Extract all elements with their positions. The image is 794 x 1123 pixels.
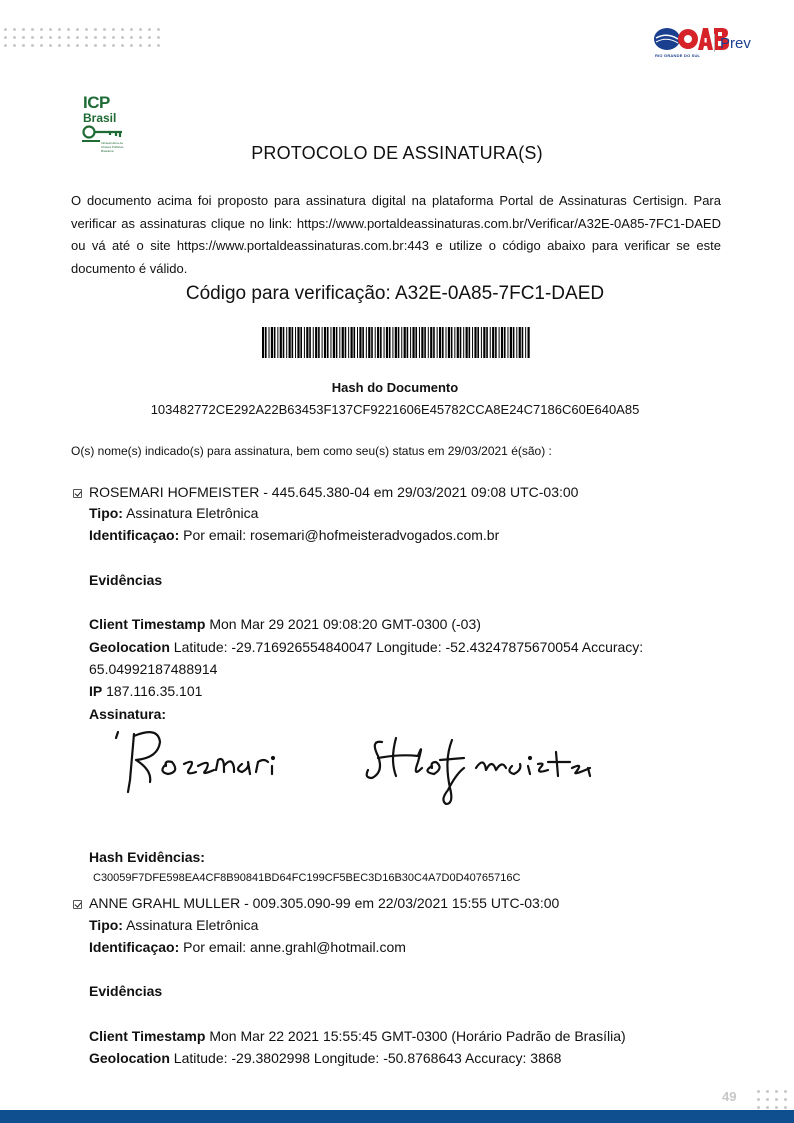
tipo-value: Assinatura Eletrônica [126, 505, 259, 521]
signer-1-geolocation-cont: 65.04992187488914 [89, 661, 218, 677]
signer-1-identificacao [89, 526, 499, 544]
intro-paragraph: O documento acima foi proposto para assinatura digital na plataforma Portal de Assinaturas Certisign. Para verificar as assinaturas clique no link: https://www.portaldeassinaturas.com.br/Verificar/A32E-0A85-7FC1-DAED ou vá até o site https://www.portaldeassinaturas.com.br:443 e utilize o código abaixo para verificar se este documento é válido. [71, 193, 721, 276]
signer-1-ip [89, 682, 202, 700]
ident-value: Por email: rosemari@hofmeisteradvogados.com.br [183, 527, 500, 543]
tipo-label: Tipo: [89, 917, 123, 933]
signer-2-header: ANNE GRAHL MULLER - 009.305.090-99 em 22/03/2021 15:55 UTC-03:00 [89, 895, 560, 911]
tipo-label: Tipo: [89, 505, 123, 521]
page-number: 49 [722, 1089, 737, 1104]
status-line: O(s) nome(s) indicado(s) para assinatura, bem como seu(s) status em 29/03/2021 é(são) : [71, 444, 552, 458]
brand-subtitle: RIO GRANDE DO SUL [655, 53, 701, 58]
decorative-dots-top [4, 28, 160, 47]
hash-value: 103482772CE292A22B63453F137CF9221606E45782CCA8E24C7186C60E640A85 [150, 402, 640, 417]
brand-divider [714, 34, 715, 52]
icp-seal-line2: Brasil [83, 111, 117, 125]
brand-name: Prev [720, 35, 751, 52]
geo-label: Geolocation [89, 1050, 170, 1066]
ip-value: 187.116.35.101 [106, 683, 203, 699]
signer-2-geolocation [89, 1049, 561, 1067]
icp-seal-subtitle: Infraestrutura de Chaves Públicas Brasileira [101, 141, 124, 153]
verification-code: Código para verificação: A32E-0A85-7FC1-DAED [185, 283, 605, 304]
signer-1-tipo [89, 504, 258, 522]
geo-value: Latitude: -29.3802998 Longitude: -50.8768643 Accuracy: 3868 [173, 1050, 562, 1066]
signature-label: Assinatura: [89, 706, 167, 722]
hash-label: Hash do Documento [331, 380, 459, 395]
ip-label: IP [89, 683, 103, 699]
signer-1-evidencias: Evidências [89, 572, 163, 588]
signer-1-header: ROSEMARI HOFMEISTER - 445.645.380-04 em 29/03/2021 09:08 UTC-03:00 [89, 484, 579, 500]
geo-value: Latitude: -29.716926554840047 Longitude: -52.43247875670054 Accuracy: [173, 639, 644, 655]
signer-1-geolocation [89, 638, 643, 656]
signer-1-timestamp [89, 615, 481, 633]
ident-label: Identificaçao: [89, 527, 180, 543]
signer-1-signature-image [100, 720, 660, 810]
signer-2-checkbox[interactable] [73, 900, 82, 909]
hash-evidencias-label: Hash Evidências: [89, 849, 205, 865]
signer-2-tipo [89, 916, 258, 934]
document-title: PROTOCOLO DE ASSINATURA(S) [251, 143, 543, 163]
signer-2-timestamp [89, 1027, 626, 1045]
icp-seal-line1: ICP [83, 93, 110, 112]
timestamp-value: Mon Mar 22 2021 15:55:45 GMT-0300 (Horário Padrão de Brasília) [209, 1028, 626, 1044]
timestamp-label: Client Timestamp [89, 1028, 206, 1044]
timestamp-value: Mon Mar 29 2021 09:08:20 GMT-0300 (-03) [209, 616, 481, 632]
signer-2-identificacao [89, 938, 406, 956]
ident-value: Por email: anne.grahl@hotmail.com [183, 939, 406, 955]
signer-1-checkbox[interactable] [73, 489, 82, 498]
footer-bar [0, 1110, 794, 1123]
hash-evidencias-value: C30059F7DFE598EA4CF8B90841BD64FC199CF5BEC3D16B30C4A7D0D40765716C [93, 872, 521, 884]
verification-barcode [262, 327, 532, 358]
decorative-dots-bottom [757, 1090, 787, 1109]
timestamp-label: Client Timestamp [89, 616, 206, 632]
signer-2-evidencias: Evidências [89, 983, 163, 999]
tipo-value: Assinatura Eletrônica [126, 917, 259, 933]
geo-label: Geolocation [89, 639, 170, 655]
ident-label: Identificaçao: [89, 939, 180, 955]
